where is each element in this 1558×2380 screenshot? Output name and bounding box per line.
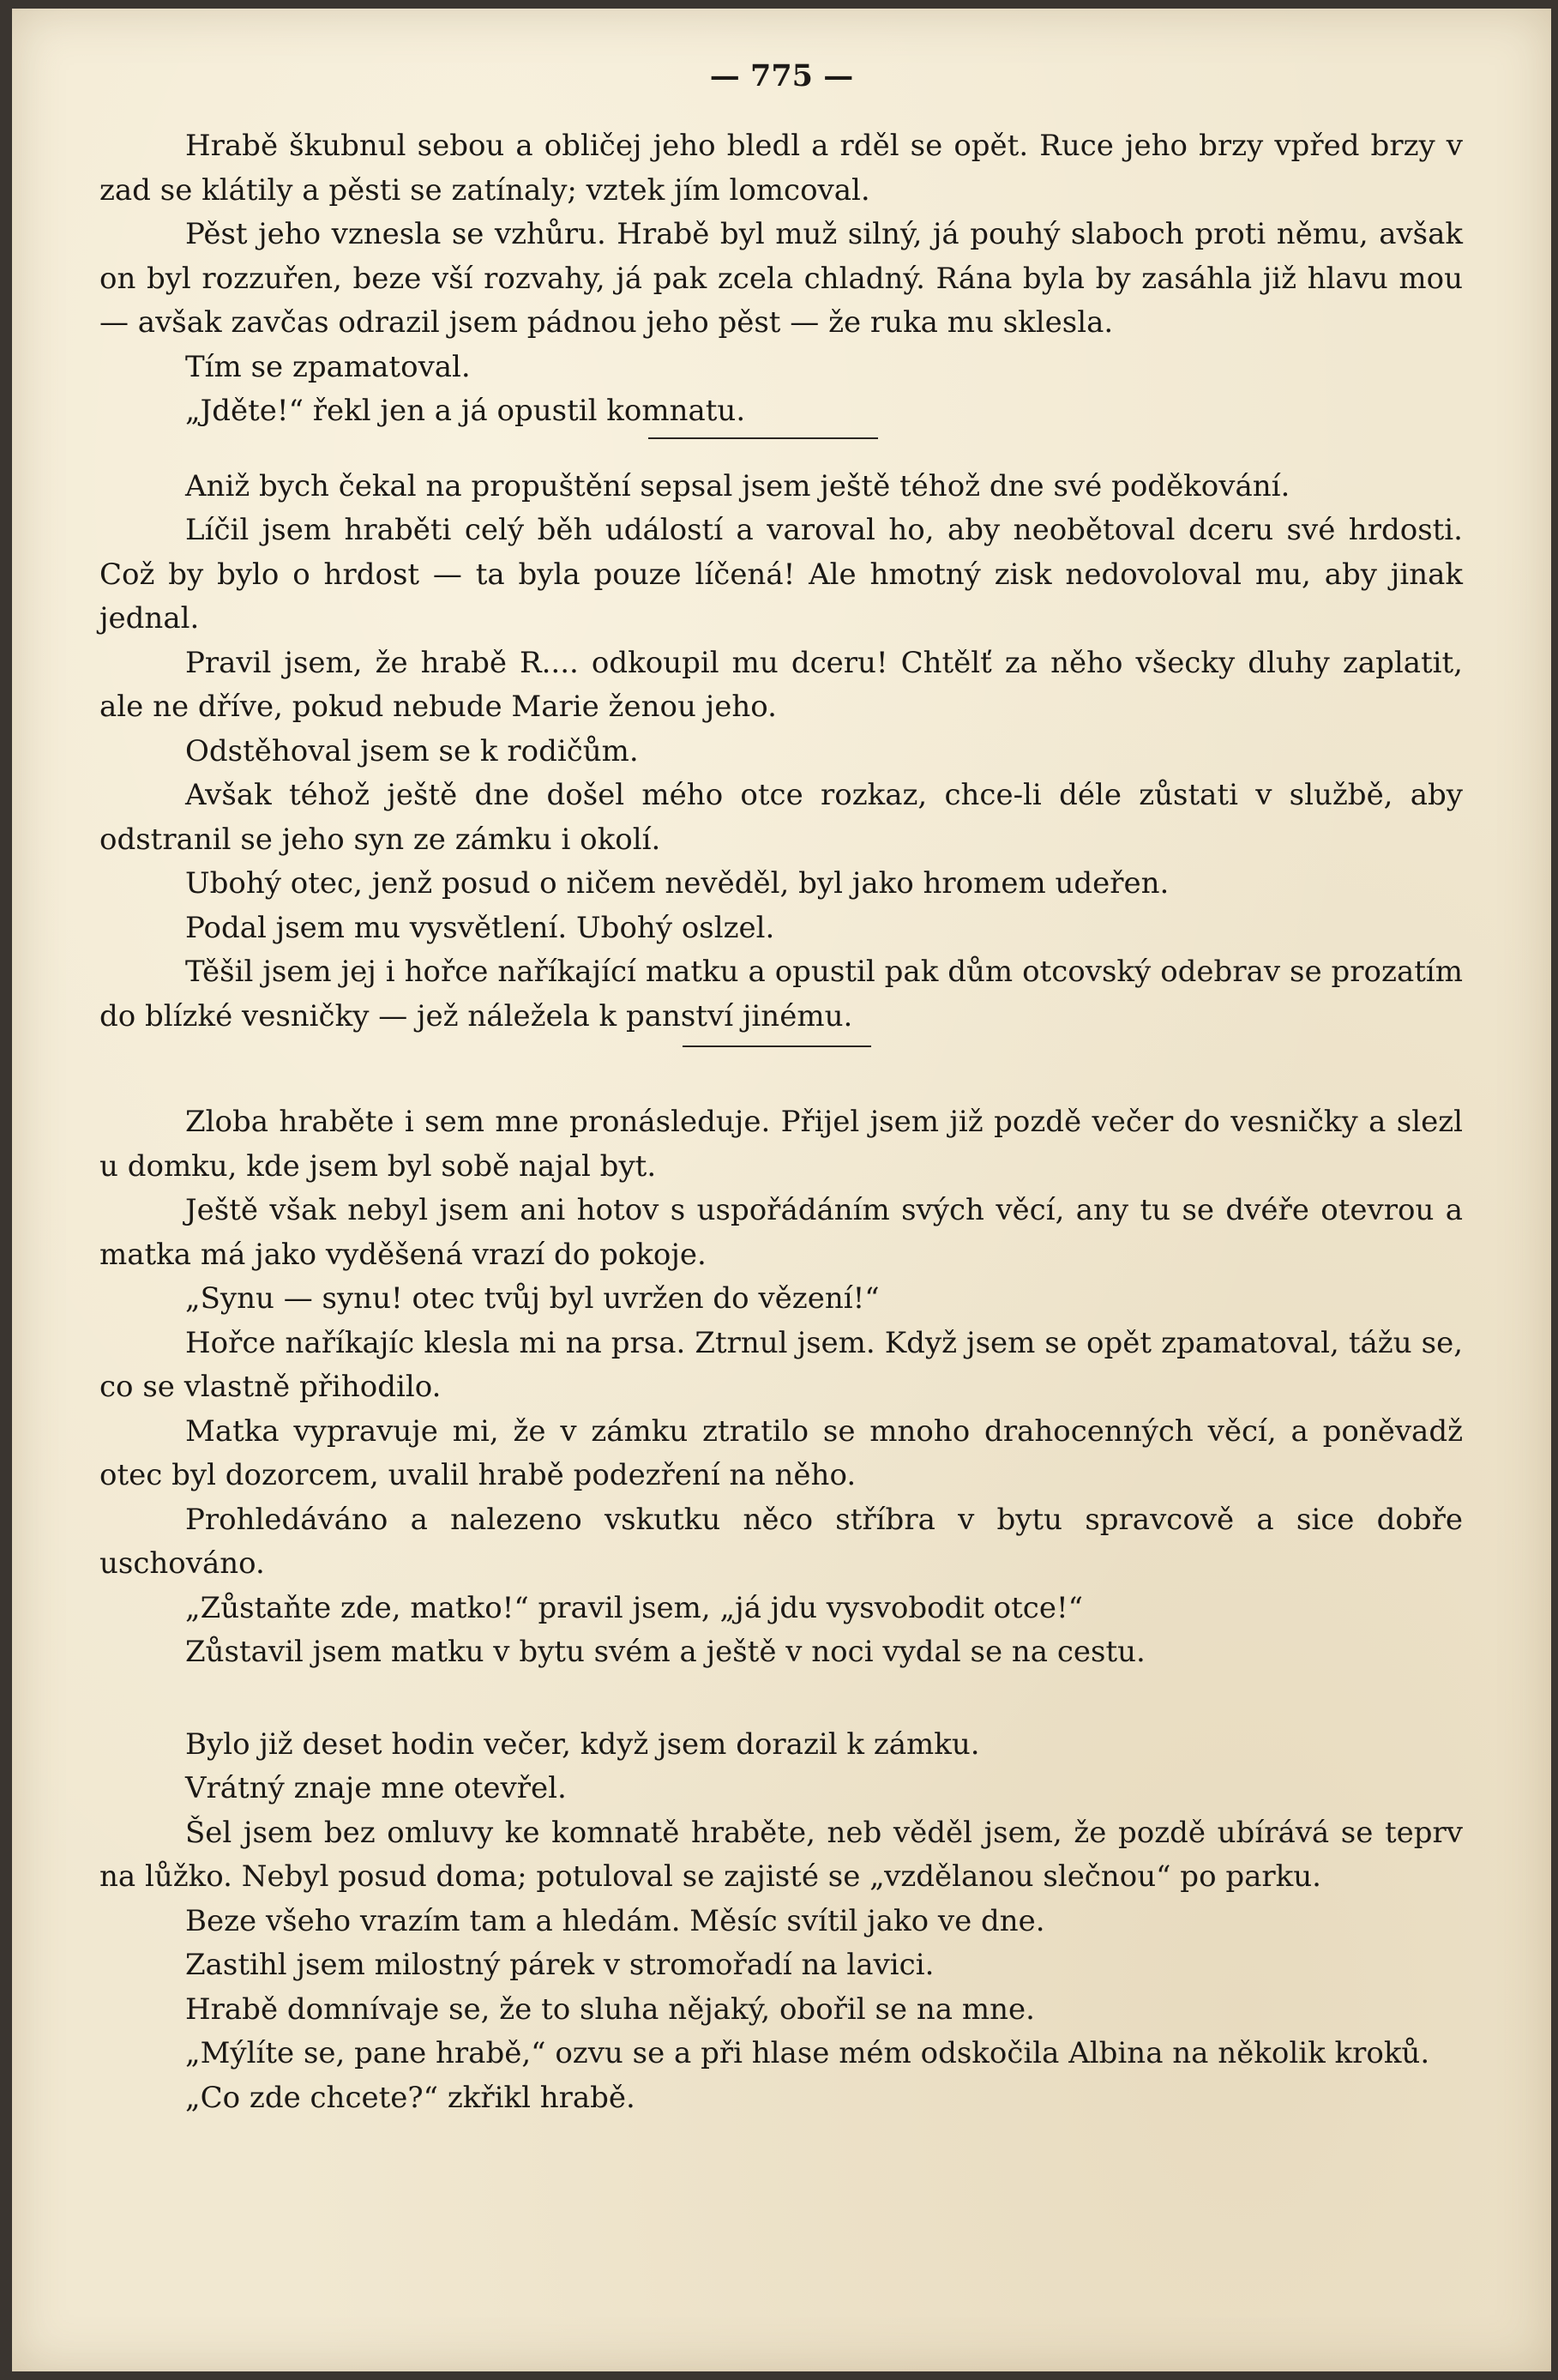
paragraph: Vrátný znaje mne otevřel. xyxy=(185,1771,567,1805)
paragraph: Šel jsem bez omluvy ke komnatě hraběte, neb věděl jsem, že pozdě ubírává se teprv na lůžko. Nebyl posud doma; potuloval se zajisté se „vzdělanou slečnou“ po parku. xyxy=(99,1815,1463,1894)
paragraph: Těšil jsem jej i hořce naříkající matku a opustil pak dům otcovský odebrav se prozatím do blízké vesničky — jež náležela k panství jinému. xyxy=(99,955,1463,1033)
paragraph: Bylo již deset hodin večer, když jsem dorazil k zámku. xyxy=(185,1726,980,1762)
paragraph: „Mýlíte se, pane hrabě,“ ozvu se a při hlase mém odskočila Albina na několik kroků. xyxy=(185,2036,1430,2070)
paragraph: Avšak téhož ještě dne došel mého otce rozkaz, chce-li déle zůstati v službě, aby odstranil se jeho syn ze zámku i okolí. xyxy=(99,778,1463,857)
book-page xyxy=(12,9,1551,2371)
paragraph: Beze všeho vrazím tam a hledám. Měsíc svítil jako ve dne. xyxy=(185,1903,1045,1938)
page-number: — 775 — xyxy=(709,58,854,93)
paragraph: Ještě však nebyl jsem ani hotov s uspořádáním svých věcí, any tu se dvéře otevrou a matka má jako vyděšená vrazí do pokoje. xyxy=(99,1193,1463,1272)
paragraph: Matka vypravuje mi, že v zámku ztratilo se mnoho drahocenných věcí, a poněvadž otec byl dozorcem, uvalil hrabě podezření na něho. xyxy=(99,1413,1463,1492)
paragraph: Zastihl jsem milostný párek v stromořadí na lavici. xyxy=(185,1948,935,1982)
paragraph: Tím se zpamatoval. xyxy=(185,349,471,384)
paragraph: Podal jsem mu vysvětlení. Ubohý oslzel. xyxy=(185,910,775,945)
paragraph: Aniž bych čekal na propuštění sepsal jsem ještě téhož dne své poděkování. xyxy=(185,468,1290,503)
section-divider xyxy=(683,1045,871,1047)
paragraph: Prohledáváno a nalezeno vskutku něco stříbra v bytu spravcově a sice dobře uschováno. xyxy=(99,1502,1463,1581)
paragraph: Líčil jsem hraběti celý běh událostí a varoval ho, aby neobětoval dceru své hrdosti. Což by bylo o hrdost — ta byla pouze líčená! Ale hmotný zisk nedovoloval mu, aby jinak jednal. xyxy=(99,513,1463,636)
section-divider xyxy=(648,437,878,439)
paragraph: Pravil jsem, že hrabě R.... odkoupil mu dceru! Chtělť za něho všecky dluhy zaplatit, ale ne dříve, pokud nebude Marie ženou jeho. xyxy=(99,645,1463,724)
paragraph: Hrabě škubnul sebou a obličej jeho bledl a rděl se opět. Ruce jeho brzy vpřed brzy v zad se klátily a pěsti se zatínaly; vztek jím lomcoval. xyxy=(99,129,1463,208)
paragraph: Odstěhoval jsem se k rodičům. xyxy=(185,733,639,768)
paragraph: „Jděte!“ řekl jen a já opustil komnatu. xyxy=(185,394,746,428)
paragraph: „Synu — synu! otec tvůj byl uvržen do vězení!“ xyxy=(185,1281,880,1316)
paragraph: „Zůstaňte zde, matko!“ pravil jsem, „já jdu vysvobodit otce!“ xyxy=(185,1590,1084,1625)
paragraph: Pěst jeho vznesla se vzhůru. Hrabě byl muž silný, já pouhý slaboch proti němu, avšak on byl rozzuřen, beze vší rozvahy, já pak zcela chladný. Rána byla by zasáhla již hlavu mou — avšak zavčas odrazil jsem pádnou jeho pěst — že ruka mu sklesla. xyxy=(99,217,1463,340)
paragraph: „Co zde chcete?“ zkřikl hrabě. xyxy=(185,2080,635,2115)
paragraph: Zloba hraběte i sem mne pronásleduje. Přijel jsem již pozdě večer do vesničky a slezl u domku, kde jsem byl sobě najal byt. xyxy=(99,1105,1463,1184)
paragraph: Zůstavil jsem matku v bytu svém a ještě v noci vydal se na cestu. xyxy=(185,1635,1146,1669)
paragraph: Hrabě domnívaje se, že to sluha nějaký, obořil se na mne. xyxy=(185,1991,1035,2027)
paragraph: Ubohý otec, jenž posud o ničem nevěděl, byl jako hromem udeřen. xyxy=(185,866,1170,901)
page-text xyxy=(99,124,1463,2120)
paragraph: Hořce naříkajíc klesla mi na prsa. Ztrnul jsem. Když jsem se opět zpamatoval, tážu se, co se vlastně přihodilo. xyxy=(99,1325,1463,1404)
